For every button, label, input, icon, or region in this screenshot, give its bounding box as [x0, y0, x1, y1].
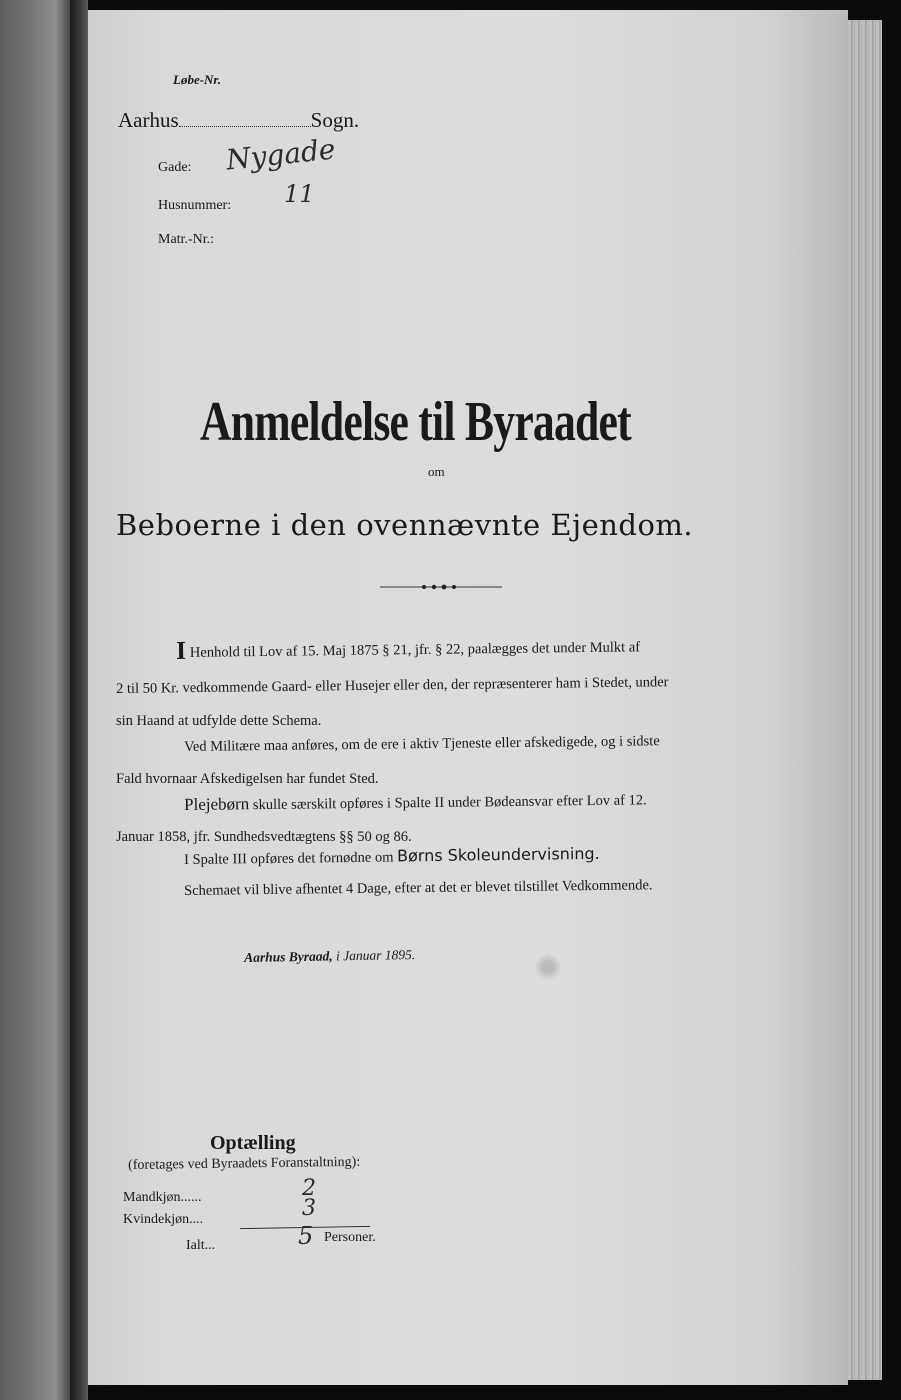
book-gutter: [70, 0, 88, 1400]
husnummer-label: Husnummer:: [158, 198, 232, 213]
sogn-label: Sogn.: [310, 108, 360, 132]
document-subtitle: Beboerne i den ovennævnte Ejendom.: [116, 508, 694, 542]
paragraph-4: [184, 843, 600, 868]
plejeborn-lead: Plejebørn: [183, 794, 250, 814]
matr-nr-label: Matr.-Nr.:: [158, 232, 214, 247]
gade-handwritten-value: Nygade: [224, 132, 337, 177]
paragraph-1-line-3: sin Haand at udfylde dette Schema.: [116, 713, 322, 729]
document-title: Anmeldelse til Byraadet: [200, 391, 631, 453]
p3-line-1-text: skulle særskilt opføres i Spalte II under Bødeansvar efter Lov af 12.: [252, 792, 647, 814]
ornamental-divider: [380, 582, 502, 592]
p4-text-a: I Spalte III opføres det fornødne om: [184, 849, 394, 868]
mandkjon-label: Mandkjøn......: [123, 1190, 202, 1205]
city-name: Aarhus: [118, 108, 179, 132]
drop-initial: I: [175, 635, 187, 665]
paragraph-3-line-1: [184, 792, 647, 813]
p4-emphasis: Børns Skoleundervisning.: [396, 843, 600, 866]
personer-label: Personer.: [324, 1230, 376, 1245]
gade-label: Gade:: [158, 160, 192, 175]
signature-date: i Januar 1895.: [335, 947, 416, 964]
p1-line-1-text: Henhold til Lov af 15. Maj 1875 § 21, jfr. § 22, paalægges det under Mulkt af: [189, 639, 641, 661]
ialt-label: Ialt...: [186, 1238, 216, 1253]
husnummer-handwritten-value: 11: [284, 180, 315, 208]
paragraph-5: Schemaet vil blive afhentet 4 Dage, efter at det er blevet tilstillet Vedkommende.: [183, 877, 653, 899]
paragraph-2-line-2: Fald hvornaar Afskedigelsen har fundet Sted.: [116, 771, 379, 787]
parish-line: [118, 108, 359, 133]
lobe-nr-label: Løbe-Nr.: [173, 72, 222, 87]
paragraph-1-line-2: 2 til 50 Kr. vedkommende Gaard- eller Husejer eller den, der repræsenterer ham i Stedet, under: [115, 674, 669, 697]
parish-dotted-line: [179, 126, 311, 127]
mandkjon-value: 2: [302, 1176, 316, 1201]
facing-page-edge: [0, 0, 70, 1400]
paragraph-1-line-1: [175, 635, 641, 665]
paper-stain: [534, 954, 562, 980]
signature-org: Aarhus Byraad,: [244, 948, 333, 965]
document-page: [88, 10, 848, 1385]
ialt-value: 5: [298, 1222, 314, 1250]
title-connector: om: [428, 464, 445, 479]
paragraph-2-line-1: Ved Militære maa anføres, om de ere i aktiv Tjeneste eller afskedigede, og i sidste: [183, 733, 660, 755]
paragraph-3-line-2: Januar 1858, jfr. Sundhedsvedtægtens §§ 50 og 86.: [116, 829, 412, 845]
kvindekjon-label: Kvindekjøn....: [123, 1212, 204, 1227]
kvindekjon-value: 3: [302, 1196, 316, 1221]
page-stack-edges: [848, 20, 882, 1380]
tally-heading: Optælling: [210, 1132, 296, 1154]
signature-line: [244, 947, 415, 966]
tally-note: (foretages ved Byraadets Foranstaltning):: [128, 1154, 361, 1173]
